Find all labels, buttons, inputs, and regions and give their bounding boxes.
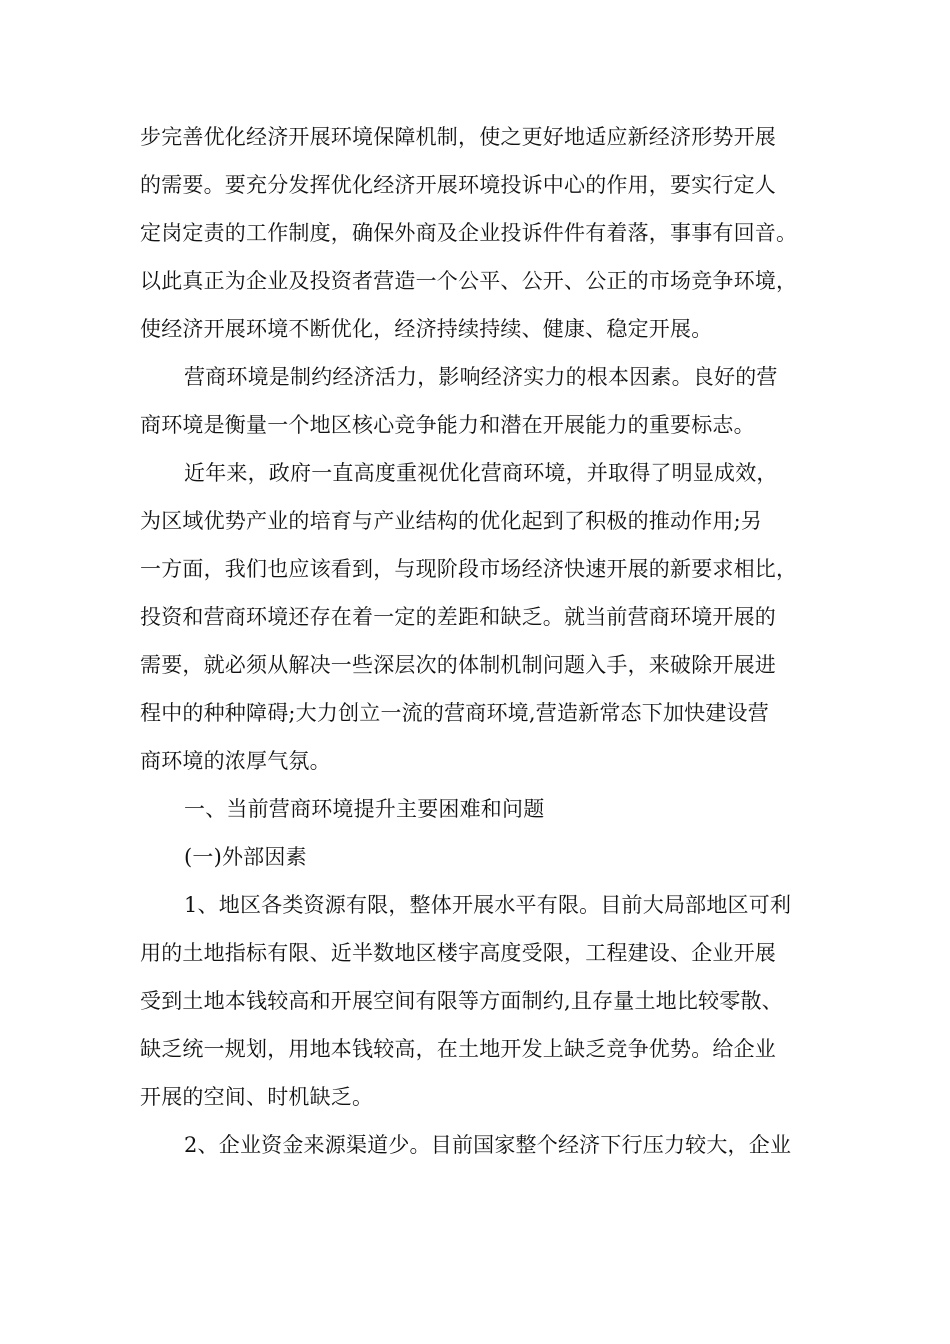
subsection-heading <box>140 833 812 881</box>
text-line: 受到土地本钱较高和开展空间有限等方面制约,且存量土地比较零散、 <box>140 989 783 1013</box>
text-line: 投资和营商环境还存在着一定的差距和缺乏。就当前营商环境开展的 <box>140 605 776 629</box>
text-line: 定岗定责的工作制度，确保外商及企业投诉件件有着落，事事有回音。 <box>140 221 798 245</box>
text-line: 商环境的浓厚气氛。 <box>140 749 331 773</box>
paragraph-3 <box>140 449 812 785</box>
text-line: 为区域优势产业的培育与产业结构的优化起到了积极的推动作用;另 <box>140 509 763 533</box>
text-line: 以此真正为企业及投资者营造一个公平、公开、公正的市场竞争环境， <box>140 269 798 293</box>
text-line: 一、当前营商环境提升主要困难和问题 <box>184 797 545 821</box>
document-page <box>140 113 812 1169</box>
text-line: 一方面，我们也应该看到，与现阶段市场经济快速开展的新要求相比， <box>140 557 798 581</box>
text-line: 需要，就必须从解决一些深层次的体制机制问题入手，来破除开展进 <box>140 653 776 677</box>
text-line: 步完善优化经济开展环境保障机制，使之更好地适应新经济形势开展 <box>140 125 776 149</box>
text-line: 2、企业资金来源渠道少。目前国家整个经济下行压力较大，企业 <box>184 1133 792 1157</box>
text-line: 开展的空间、时机缺乏。 <box>140 1085 374 1109</box>
paragraph-2 <box>140 353 812 449</box>
text-line: 1、地区各类资源有限，整体开展水平有限。目前大局部地区可利 <box>184 893 792 917</box>
section-heading <box>140 785 812 833</box>
text-line: 程中的种种障碍;大力创立一流的营商环境,营造新常态下加快建设营 <box>140 701 769 725</box>
text-line: (一)外部因素 <box>184 845 307 869</box>
text-line: 营商环境是制约经济活力，影响经济实力的根本因素。良好的营 <box>184 365 778 389</box>
text-line: 使经济开展环境不断优化，经济持续持续、健康、稳定开展。 <box>140 317 713 341</box>
text-line: 缺乏统一规划，用地本钱较高，在土地开发上缺乏竞争优势。给企业 <box>140 1037 776 1061</box>
paragraph-item-2 <box>140 1121 812 1169</box>
text-line: 的需要。要充分发挥优化经济开展环境投诉中心的作用，要实行定人 <box>140 173 776 197</box>
text-line: 近年来，政府一直高度重视优化营商环境，并取得了明显成效， <box>184 461 778 485</box>
text-line: 商环境是衡量一个地区核心竞争能力和潜在开展能力的重要标志。 <box>140 413 755 437</box>
paragraph-item-1 <box>140 881 812 1121</box>
text-line: 用的土地指标有限、近半数地区楼宇高度受限，工程建设、企业开展 <box>140 941 776 965</box>
paragraph-1 <box>140 113 812 353</box>
